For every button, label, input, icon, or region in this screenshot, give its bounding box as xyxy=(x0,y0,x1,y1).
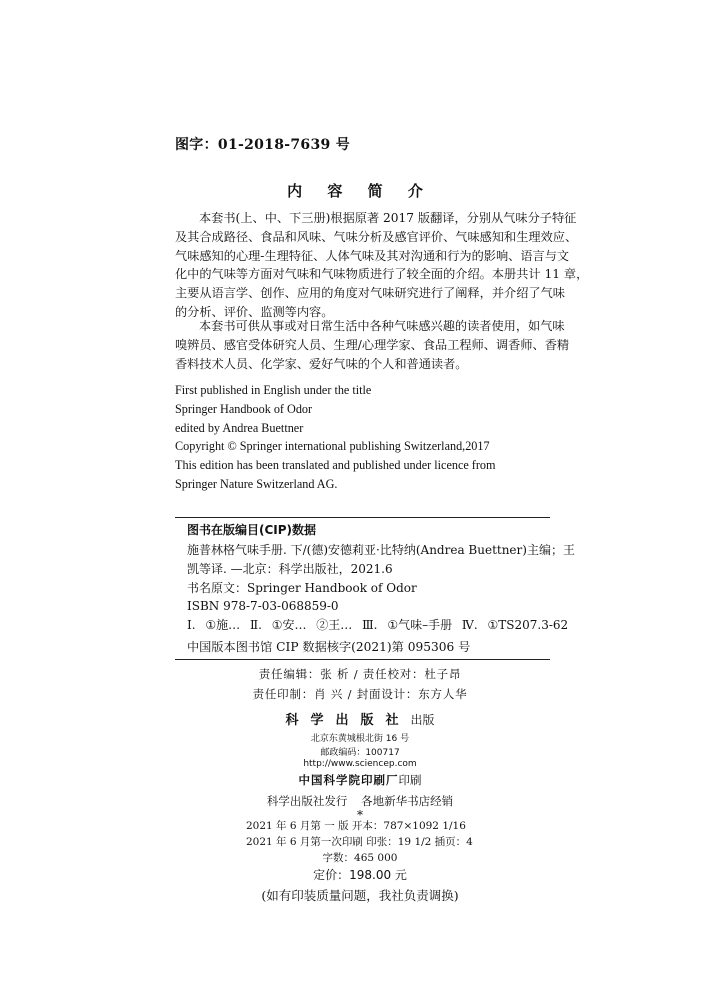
text-line: This edition has been translated and published under licence from xyxy=(175,458,496,473)
text-line: Copyright © Springer international publishing Switzerland,2017 xyxy=(175,439,490,454)
text-line: ISBN 978-7-03-068859-0 xyxy=(187,599,339,614)
printer-name: 中国科学院印刷厂 xyxy=(298,773,399,787)
staff-credits xyxy=(0,664,720,704)
text-line: 主要从语言学、创作、应用的角度对气味研究进行了阐释，并介绍了气味 xyxy=(175,286,565,301)
summary-paragraph-1 xyxy=(175,209,589,322)
cip-body xyxy=(187,541,575,616)
printing-sheets-line: 2021 年 6 月第一次印刷 印张：19 1/2 插页：4 xyxy=(246,836,473,848)
text-line: Springer Handbook of Odor xyxy=(175,401,313,416)
word-count: 字数：465 000 xyxy=(322,852,398,864)
quality-notice: (如有印装质量问题，我社负责调换) xyxy=(261,888,459,903)
text-line: 的分析、评价、监测等内容。 xyxy=(175,304,334,319)
text-line: 书名原文：Springer Handbook of Odor xyxy=(187,580,417,595)
text-line: 凯等译. —北京：科学出版社，2021.6 xyxy=(187,561,393,576)
text-line: 责任印制：肖 兴 / 封面设计：东方人华 xyxy=(252,687,468,701)
text-line: 施普林格气味手册. 下/(德)安德莉亚·比特纳(Andrea Buettner)主编；王 xyxy=(187,543,575,557)
text-line: 及其合成路径、食品和风味、气味分析及感官评价、气味感知和生理效应、 xyxy=(175,229,578,244)
text-line: 香料技术人员、化学家、爱好气味的个人和普通读者。 xyxy=(175,356,468,371)
publisher-url: http://www.sciencep.com xyxy=(303,759,417,769)
cip-classification: Ⅰ. ①施… Ⅱ. ①安… ②王… Ⅲ. ①气味–手册 Ⅳ. ①TS207.3-62 xyxy=(187,618,569,632)
text-line: 本套书可供从事或对日常生活中各种气味感兴趣的读者使用，如气味 xyxy=(199,319,565,333)
cip-core-data: 中国版本图书馆 CIP 数据核字(2021)第 095306 号 xyxy=(187,640,471,654)
publisher-suffix: 出版 xyxy=(410,713,435,727)
text-line: 责任编辑：张 析 / 责任校对：杜子昂 xyxy=(258,667,462,681)
english-copyright-notice xyxy=(175,381,496,494)
text-line: 气味感知的心理-生理特征、人体气味及其对沟通和行为的影响、语言与文 xyxy=(175,248,570,263)
cip-top-divider xyxy=(175,517,550,518)
edition-format-line: 2021 年 6 月第 一 版 开本：787×1092 1/16 xyxy=(246,820,466,832)
price: 定价：198.00 元 xyxy=(313,868,407,882)
distribution-line: 科学出版社发行 各地新华书店经销 xyxy=(266,794,454,808)
publisher-postcode: 邮政编码：100717 xyxy=(320,748,400,758)
publisher-line xyxy=(0,709,720,728)
text-line: 嗅辨员、感官受体研究人员、生理/心理学家、食品工程师、调香师、香精 xyxy=(175,337,570,352)
summary-paragraph-2 xyxy=(175,317,570,373)
publisher-name: 科学出版社 xyxy=(285,713,411,728)
text-line: First published in English under the title xyxy=(175,383,372,397)
printer-suffix: 印刷 xyxy=(398,773,422,787)
license-number: 图字：01-2018-7639 号 xyxy=(175,137,351,153)
text-line: 本套书(上、中、下三册)根据原著 2017 版翻译，分别从气味分子特征 xyxy=(199,211,577,225)
text-line: Springer Nature Switzerland AG. xyxy=(175,476,338,491)
text-line: 化中的气味等方面对气味和气味物质进行了较全面的介绍。本册共计 11 章， xyxy=(175,267,589,282)
separator-star: * xyxy=(357,808,363,822)
summary-title: 内 容 简 介 xyxy=(287,182,433,200)
publisher-address: 北京东黄城根北街 16 号 xyxy=(310,734,410,744)
printer-line xyxy=(0,772,720,788)
cip-title: 图书在版编目(CIP)数据 xyxy=(187,523,317,537)
text-line: edited by Andrea Buettner xyxy=(175,420,304,435)
cip-bottom-divider xyxy=(175,659,550,660)
